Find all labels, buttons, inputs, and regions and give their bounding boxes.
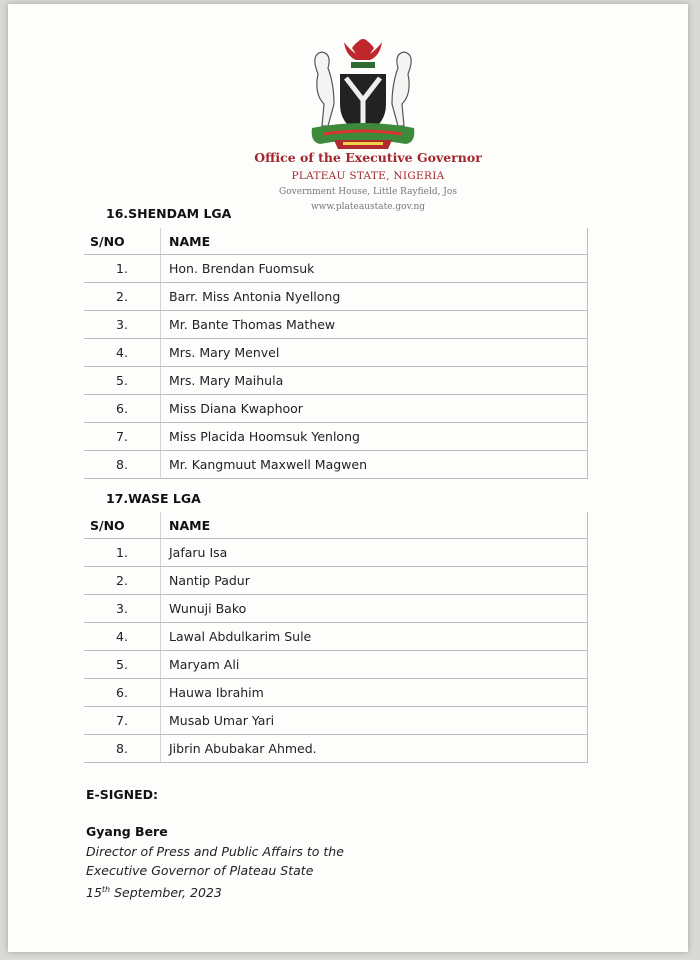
table-row [84,311,588,339]
table-row [84,255,588,283]
table-row [84,283,588,311]
row-number: 4. [84,339,161,367]
row-number: 7. [84,707,161,735]
table-row [84,595,588,623]
row-number: 5. [84,651,161,679]
office-title: Office of the Executive Governor [254,150,482,165]
document-page [8,4,688,952]
row-number: 3. [84,311,161,339]
table-row [84,539,588,567]
member-name: Mrs. Mary Maihula [161,367,588,395]
row-number: 8. [84,735,161,763]
table-row [84,367,588,395]
date-rest: September, 2023 [110,885,222,901]
name-column-header: NAME [161,512,588,539]
member-name: Hauwa Ibrahim [161,679,588,707]
coat-of-arms-emblem [288,34,438,152]
e-signed-label: E-SIGNED: [86,787,159,802]
member-name: Mrs. Mary Menvel [161,339,588,367]
row-number: 6. [84,679,161,707]
date-day: 15 [86,885,102,901]
signatory-title-line1: Director of Press and Public Affairs to the [86,844,344,859]
table-row [84,707,588,735]
name-column-header: NAME [161,228,588,255]
table-row [84,451,588,479]
table-row [84,395,588,423]
shendam-roster-table [84,228,588,479]
table-header-row [84,512,588,539]
row-number: 5. [84,367,161,395]
table-row [84,423,588,451]
row-number: 1. [84,255,161,283]
section-title-wase: 17.WASE LGA [106,491,201,506]
signature-date [86,880,426,902]
member-name: Miss Placida Hoomsuk Yenlong [161,423,588,451]
section-title-shendam: 16.SHENDAM LGA [106,206,232,221]
table-row [84,735,588,763]
table-row [84,623,588,651]
row-number: 1. [84,539,161,567]
date-suffix: th [101,885,111,894]
member-name: Mr. Bante Thomas Mathew [161,311,588,339]
row-number: 7. [84,423,161,451]
member-name: Nantip Padur [161,567,588,595]
row-number: 3. [84,595,161,623]
table-row [84,339,588,367]
member-name: Lawal Abdulkarim Sule [161,623,588,651]
member-name: Musab Umar Yari [161,707,588,735]
table-row [84,651,588,679]
address-line: Government House, Little Rayfield, Jos [279,187,457,197]
row-number: 2. [84,283,161,311]
website-line: www.plateaustate.gov.ng [310,202,426,212]
table-header-row [84,228,588,255]
member-name: Hon. Brendan Fuomsuk [161,255,588,283]
member-name: Jafaru Isa [161,539,588,567]
member-name: Barr. Miss Antonia Nyellong [161,283,588,311]
row-number: 2. [84,567,161,595]
member-name: Wunuji Bako [161,595,588,623]
row-number: 6. [84,395,161,423]
row-number: 8. [84,451,161,479]
member-name: Mr. Kangmuut Maxwell Magwen [161,451,588,479]
member-name: Jibrin Abubakar Ahmed. [161,735,588,763]
signatory-name: Gyang Bere [86,824,168,839]
sno-column-header: S/NO [84,512,161,539]
row-number: 4. [84,623,161,651]
table-row [84,567,588,595]
table-row [84,679,588,707]
sno-column-header: S/NO [84,228,161,255]
signatory-title-line2: Executive Governor of Plateau State [86,863,314,878]
state-name: PLATEAU STATE, NIGERIA [291,170,445,182]
signatory-title [86,842,426,902]
member-name: Miss Diana Kwaphoor [161,395,588,423]
wase-roster-table [84,512,588,763]
member-name: Maryam Ali [161,651,588,679]
